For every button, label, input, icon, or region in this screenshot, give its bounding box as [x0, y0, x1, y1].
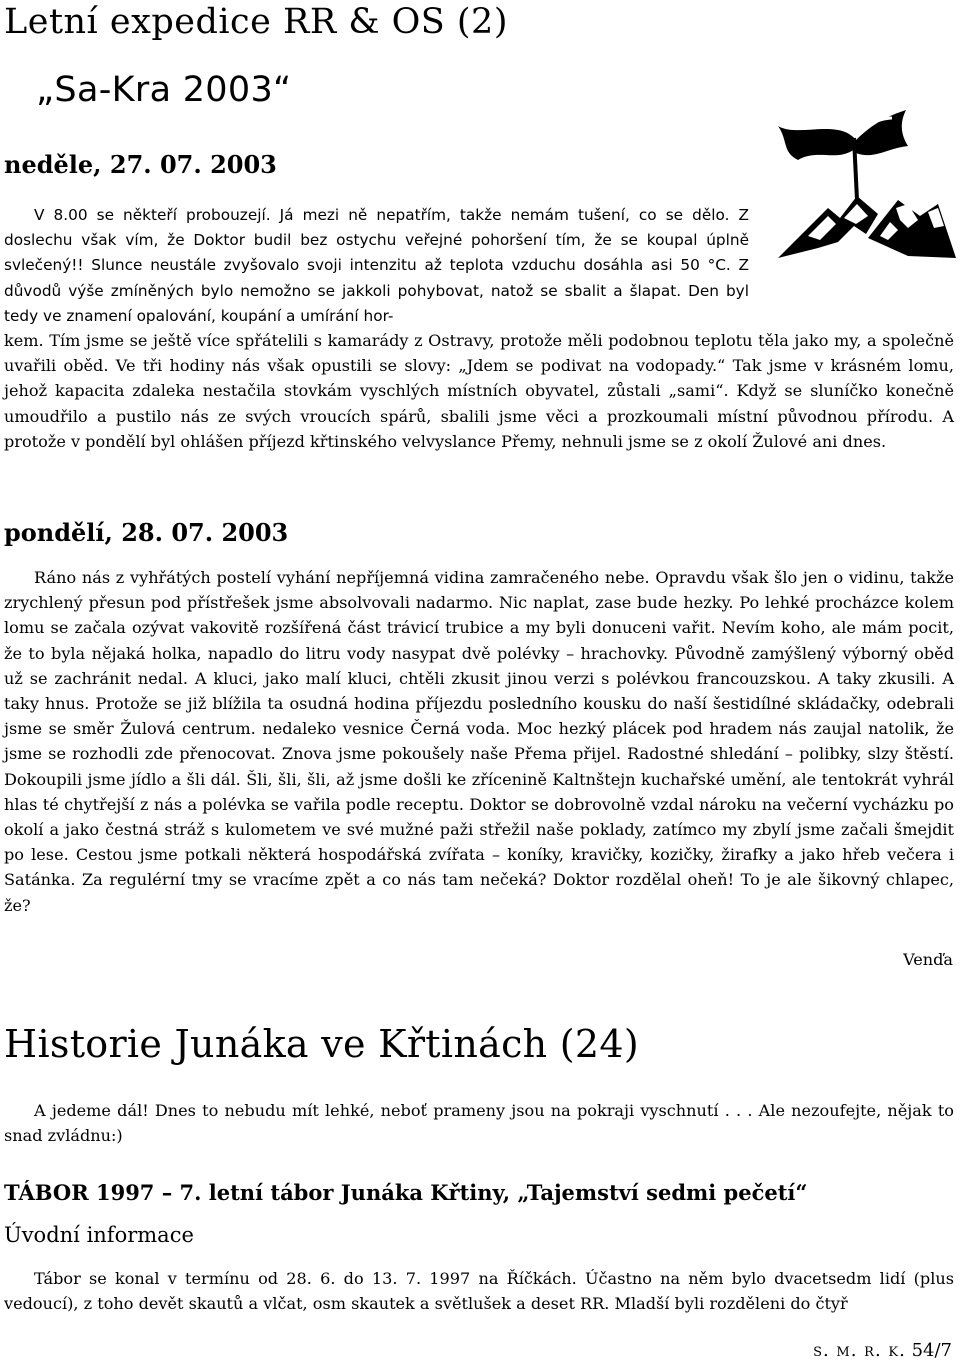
mountain-flag-icon	[758, 108, 958, 268]
day1-paragraph-part1: V 8.00 se někteří probouzejí. Já mezi ně nepatřím, takže nemám tušení, co se dělo. Z doslechu však vím, že Doktor budil bez ostychu veřejné pohoršení tím, že se koupal úplně svlečený!! Slunce neustále zvyšovalo svoji intenzitu až teplota vzduchu dosáhla asi 50 °C. Z důvodů výše zmíněných bylo nemožno se jakkoli pohybovat, natož se sbalit a šlapat. Den byl tedy ve znamení opalování, koupání a umírání hor-	[4, 206, 749, 325]
article-subtitle: „Sa-Kra 2003“	[36, 70, 292, 110]
history-intro: A jedeme dál! Dnes to nebudu mít lehké, neboť prameny jsou na pokraji vyschnutí . . . Ale nezoufejte, nějak to snad zvládnu:)	[4, 1101, 954, 1146]
day1-paragraph-part2: kem. Tím jsme se ještě více spřátelili s kamarády z Ostravy, protože měli podobnou teplotu těla jako my, a společně uvařili oběd. Ve tři hodiny nás však opustili se slovy: „Jdem se podivat na vodopady.“ Tak jsme v krásném lomu, jehož kapacita zdaleka nestačila stovkám vyschlých místních obyvatel, zůstali „sami“. Když se sluníčko konečně umoudřilo a pustilo nás ze svých vroucích spárů, sbalili jsme věci a prozkoumali místní původnou přírodu. A protože v pondělí byl ohlášen příjezd křtinského velvyslance Přemy, nehnuli jsme se z okolí Žulové ani dnes.	[4, 331, 954, 451]
flag-cloth	[778, 126, 856, 160]
camp-heading: TÁBOR 1997 – 7. letní tábor Junáka Křtiny, „Tajemství sedmi pečetí“	[4, 1180, 808, 1205]
mountain-right	[868, 200, 956, 258]
info-paragraph: Tábor se konal v termínu od 28. 6. do 13. 7. 1997 na Říčkách. Účastno na něm bylo dvacetsedm lidí (plus vedoucí), z toho devět skautů a vlčat, osm skautek a světlušek a deset RR. Mladší byli rozděleni do čtyř	[4, 1269, 954, 1314]
day-heading-sunday: neděle, 27. 07. 2003	[4, 150, 277, 179]
author-signature: Venďa	[903, 950, 953, 969]
page-footer	[813, 1340, 952, 1361]
magazine-name: s. m. r. k.	[813, 1340, 906, 1361]
history-title: Historie Junáka ve Křtinách (24)	[4, 1022, 640, 1066]
article-title: Letní expedice RR & OS (2)	[4, 2, 508, 42]
info-heading: Úvodní informace	[4, 1223, 194, 1247]
page-number: 54/7	[911, 1340, 952, 1361]
day-heading-monday: pondělí, 28. 07. 2003	[4, 518, 289, 547]
day2-paragraph: Ráno nás z vyhřátých postelí vyhání nepříjemná vidina zamračeného nebe. Opravdu však šlo jen o vidinu, takže zrychlený přesun pod přístřešek jsme absolvovali nadarmo. Nic naplat, zase bude hezky. Po lehké procházce kolem lomu se začala ozývat vakovitě rozšířená část trávicí trubice a my byli donuceni vařit. Nevím koho, ale mám pocit, že to byla nějaká holka, napadlo do litru vody nasypat dvě polévky – hrachovky. Původně zamýšlený výborný oběd už se zachránit nedal. A kluci, jako malí kluci, chtěli zkusit jinou verzi s polévkou francouzskou. A taky zkusili. A taky hnus. Protože se již blížila ta osudná hodina příjezdu posledního kousku do naší šestidílné skládačky, odebrali jsme se směr Žulová centrum. nedaleko vesnice Černá voda. Moc hezký plácek pod hradem nás zaujal natolik, že jsme se rozhodli zde přenocovat. Znova jsme pokoušely naše Přema přijel. Radostné shledání – polibky, slzy štěstí. Dokoupili jsme jídlo a šli dál. Šli, šli, šli, až jsme došli ke zřícenině Kaltnštejn kuchařské umění, ale tentokrát vyhrál hlas té chytřejší z nás a polévka se vařila podle receptu. Doktor se dobrovolně vzdal nároku na večerní vycházku po okolí a jako čestná stráž s kulometem ve své mužné paži střežil naše poklady, zatímco my zbylí jsme začali šmejdit po lese. Cestou jsme potkali některá hospodářská zvířata – koníky, kravičky, kozičky, žirafky a jako hřeb večera i Satánka. Za regulérní tmy se vracíme zpět a co nás tam nečeká? Doktor rozdělal oheň! To je ale šikovný chlapec, že?	[4, 568, 954, 915]
